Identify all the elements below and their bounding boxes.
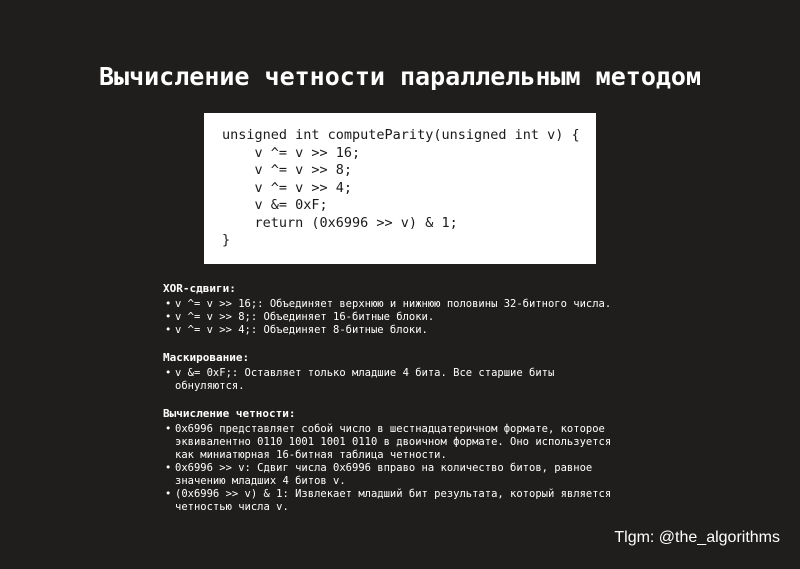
list-item <box>163 462 663 488</box>
bullet-icon: • <box>165 423 172 435</box>
bullet-icon: • <box>165 367 172 379</box>
list-item-text: v ^= v >> 8;: Объединяет 16-битные блоки. <box>175 311 435 323</box>
list-item <box>163 298 663 311</box>
section-heading: XOR-сдвиги: <box>163 282 236 295</box>
list-item-text: 0x6996 >> v: Сдвиг числа 0x6996 вправо на количество битов, равное значению младших 4 битов v. <box>175 462 593 487</box>
code-line: v &= 0xF; <box>222 197 328 213</box>
list-item-text: 0x6996 представляет собой число в шестнадцатеричном формате, которое эквивалентно 0110 1001 1001 0110 в двоичном формате. Оно используется как миниатюрная 16-битная таблица четности. <box>175 423 612 461</box>
list-item <box>163 423 663 462</box>
list-item <box>163 367 663 393</box>
code-line: unsigned int computeParity(unsigned int v) { <box>222 127 580 143</box>
code-line: return (0x6996 >> v) & 1; <box>222 214 458 231</box>
bullet-icon: • <box>165 311 172 323</box>
code-line: v ^= v >> 4; <box>222 179 353 196</box>
bullet-icon: • <box>165 324 172 336</box>
section-heading: Маскирование: <box>163 351 250 364</box>
list-item-text: v ^= v >> 4;: Объединяет 8-битные блоки. <box>175 324 428 336</box>
list-item <box>163 311 663 324</box>
code-line: v ^= v >> 8; <box>222 162 353 178</box>
watermark-text: Tlgm: @the_algorithms <box>614 529 780 546</box>
list-item-text: (0x6996 >> v) & 1: Извлекает младший бит результата, который является четностью числа v. <box>175 488 612 513</box>
bullet-icon: • <box>165 488 172 500</box>
list-item <box>163 324 663 337</box>
section-parity-calc <box>163 407 663 514</box>
code-line: v ^= v >> 16; <box>222 144 361 161</box>
bullet-icon: • <box>165 462 172 474</box>
explanation-notes <box>163 282 663 528</box>
code-block <box>204 113 596 264</box>
bullet-icon: • <box>165 298 172 310</box>
list-item-text: v &= 0xF;: Оставляет только младшие 4 бита. Все старшие биты обнуляются. <box>175 367 555 392</box>
list-item <box>163 488 663 514</box>
section-xor-shifts <box>163 282 663 337</box>
list-item-text: v ^= v >> 16;: Объединяет верхнюю и нижнюю половины 32-битного числа. <box>175 298 612 310</box>
slide-title: Вычисление четности параллельным методом <box>98 62 702 91</box>
section-heading: Вычисление четности: <box>163 407 296 420</box>
section-masking <box>163 351 663 393</box>
code-line: } <box>222 232 231 248</box>
